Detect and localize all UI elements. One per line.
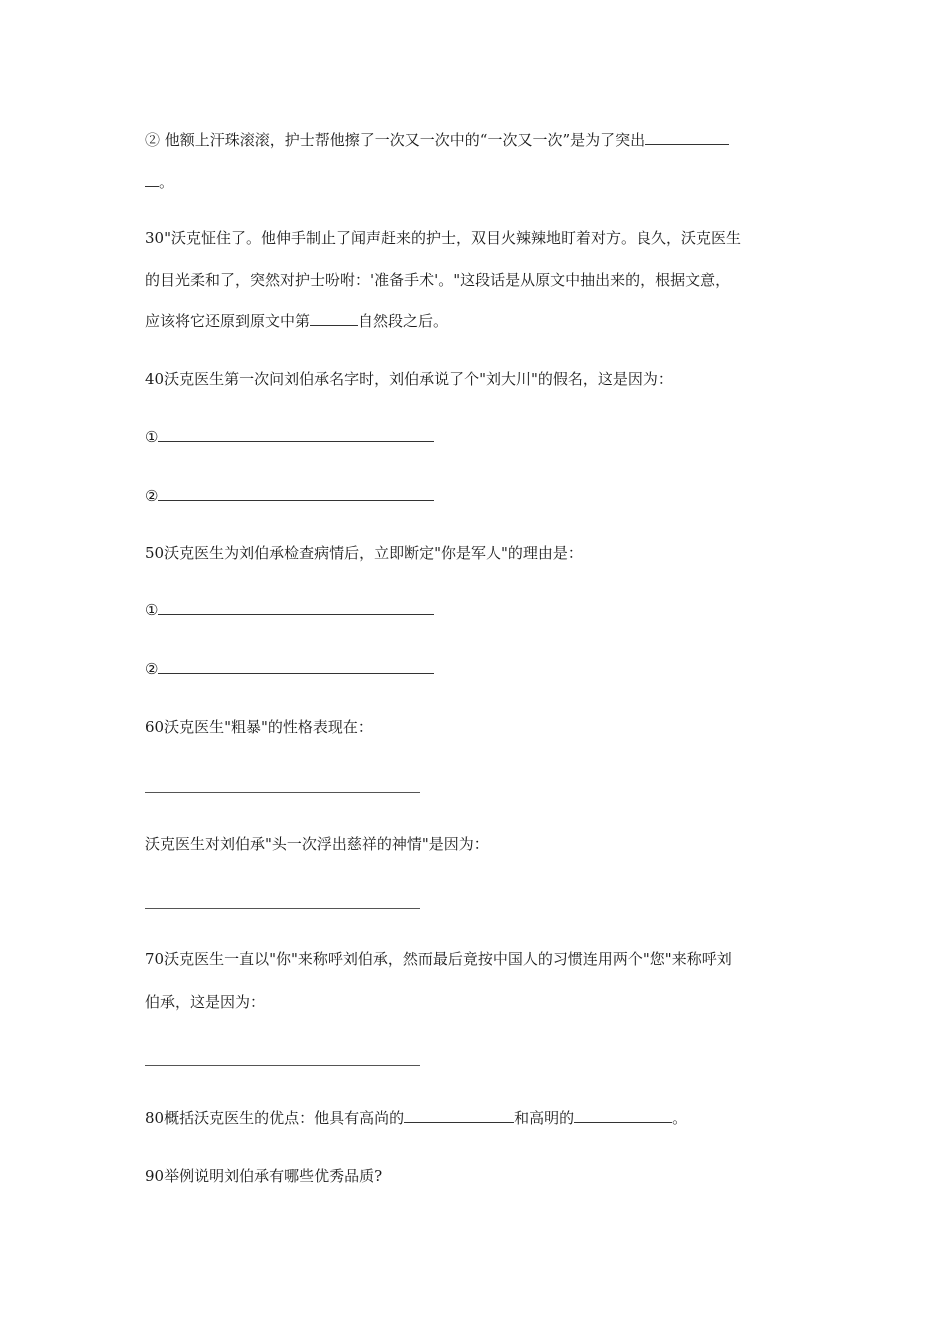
- q4-marker-2: ②: [145, 487, 159, 505]
- q5-marker-1: ①: [145, 601, 159, 619]
- q8-blank-2[interactable]: [574, 1108, 672, 1123]
- q3-line1: 30"沃克怔住了。他伸手制止了闻声赶来的护士，双目火辣辣地盯着对方。良久，沃克医生: [145, 229, 741, 247]
- q7-line2: 伯承，这是因为：: [145, 993, 266, 1011]
- q9-prompt: 90举例说明刘伯承有哪些优秀品质?: [145, 1167, 383, 1185]
- q3-line3-tail: 自然段之后。: [358, 312, 449, 330]
- q6-prompt: 60沃克医生"粗暴"的性格表现在：: [145, 718, 373, 736]
- q2-answer-blank-cont[interactable]: [145, 172, 159, 187]
- q2-item2-line2: [145, 172, 174, 192]
- q5-prompt: 50沃克医生为刘伯承检查病情后，立即断定"你是军人"的理由是：: [145, 544, 583, 562]
- q5-answer-1: [145, 600, 434, 620]
- q4-answer-1: [145, 427, 434, 447]
- q6-answer-line-2[interactable]: [145, 908, 420, 909]
- q5-marker-2: ②: [145, 660, 159, 678]
- q8-text-c: 。: [672, 1109, 688, 1127]
- q5-answer-2: [145, 659, 434, 679]
- q2-item2-end: 。: [159, 173, 175, 191]
- q8-line: [145, 1108, 687, 1128]
- q3-line2: 的目光柔和了，突然对护士吩咐：'准备手术'。"这段话是从原文中抽出来的，根据文意，: [145, 271, 731, 289]
- q7-answer-line[interactable]: [145, 1065, 420, 1066]
- q4-answer-2-blank[interactable]: [158, 486, 434, 501]
- q3-paragraph-blank[interactable]: [310, 311, 358, 326]
- q2-item2-text: ② 他额上汗珠滚滚，护士帮他擦了一次又一次中的“一次又一次”是为了突出: [145, 131, 646, 149]
- q2-item2-line1: [145, 130, 729, 150]
- q2-answer-blank[interactable]: [645, 130, 729, 145]
- q4-prompt: 40沃克医生第一次问刘伯承名字时，刘伯承说了个"刘大川"的假名，这是因为：: [145, 370, 673, 388]
- q8-text-b: 和高明的: [514, 1109, 575, 1127]
- q6-answer-line-1[interactable]: [145, 792, 420, 793]
- q4-answer-2: [145, 486, 434, 506]
- q5-answer-1-blank[interactable]: [158, 600, 434, 615]
- q5-answer-2-blank[interactable]: [158, 659, 434, 674]
- q4-marker-1: ①: [145, 428, 159, 446]
- q3-line3-text: 应该将它还原到原文中第: [145, 312, 311, 330]
- q4-answer-1-blank[interactable]: [158, 427, 434, 442]
- q8-blank-1[interactable]: [404, 1108, 514, 1123]
- q6-prompt-2: 沃克医生对刘伯承"头一次浮出慈祥的神情"是因为：: [145, 835, 489, 853]
- q3-line3: [145, 311, 448, 331]
- q7-line1: 70沃克医生一直以"你"来称呼刘伯承，然而最后竟按中国人的习惯连用两个"您"来称呼刘: [145, 950, 732, 968]
- q8-text-a: 80概括沃克医生的优点：他具有高尚的: [145, 1109, 405, 1127]
